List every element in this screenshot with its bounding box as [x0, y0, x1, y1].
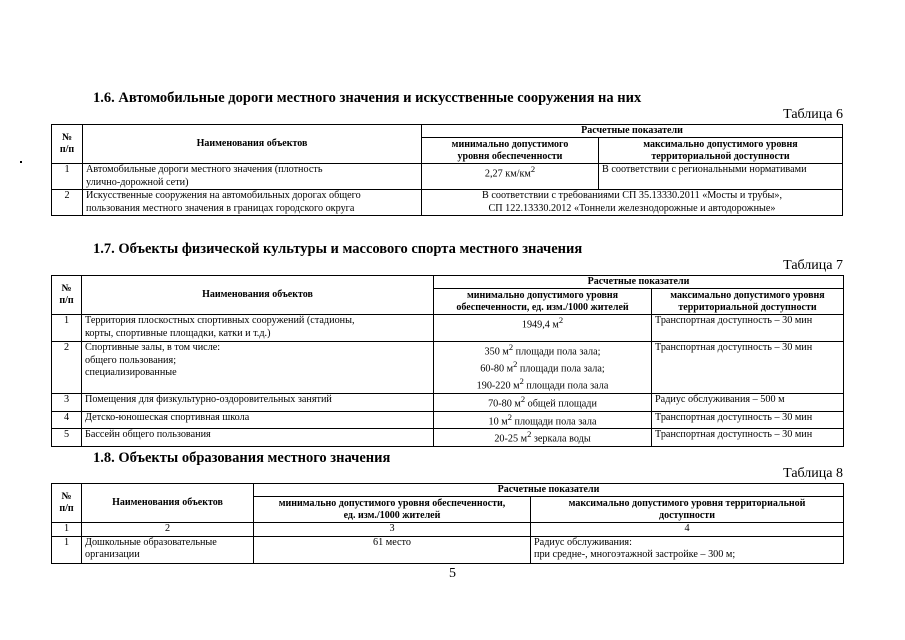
row-min: 1949,4 $м^2$: [434, 315, 652, 342]
row-name: Бассейн общего пользования: [82, 429, 434, 447]
row-num: 2: [52, 342, 82, 393]
header-max: максимально допустимого уровня территориальной доступности: [652, 289, 844, 315]
header-group: Расчетные показатели: [422, 125, 843, 138]
row-name: Спортивные залы, в том числе: общего пользования; специализированные: [82, 342, 434, 393]
col-number: 4: [531, 523, 844, 536]
row-num: 4: [52, 411, 82, 429]
section-title-1-8: 1.8. Объекты образования местного значения: [93, 450, 391, 466]
row-num: 2: [52, 190, 83, 216]
row-num: 1: [52, 164, 83, 190]
row-name: Детско-юношеская спортивная школа: [82, 411, 434, 429]
header-group: Расчетные показатели: [434, 276, 844, 289]
row-max: Транспортная доступность – 30 мин: [652, 411, 844, 429]
header-max: максимально допустимого уровня территориальной доступности: [531, 497, 844, 523]
header-max: максимально допустимого уровня территориальной доступности: [599, 138, 843, 164]
header-name: Наименования объектов: [82, 276, 434, 315]
table-row: [52, 342, 844, 393]
stray-dot: [20, 161, 22, 163]
column-number-row: [52, 523, 844, 536]
col-number: 3: [254, 523, 531, 536]
page-number: 5: [449, 566, 456, 581]
table-row: [52, 164, 843, 190]
section-title-1-6: 1.6. Автомобильные дороги местного значения и искусственные сооружения на них: [93, 90, 642, 106]
row-max: В соответствии с региональными нормативами: [599, 164, 843, 190]
table-label-7: Таблица 7: [783, 258, 843, 273]
header-group: Расчетные показатели: [254, 484, 844, 497]
row-min: 61 место: [254, 536, 531, 563]
header-num: № п/п: [52, 484, 82, 523]
row-max: Транспортная доступность – 30 мин: [652, 315, 844, 342]
row-min: 20-25 $м^2$ зеркала воды: [434, 429, 652, 447]
row-num: 3: [52, 393, 82, 411]
row-max: Радиус обслуживания – 500 м: [652, 393, 844, 411]
table-row: [52, 315, 844, 342]
row-num: 5: [52, 429, 82, 447]
row-num: 1: [52, 315, 82, 342]
header-name: Наименования объектов: [83, 125, 422, 164]
row-min: 350 $м^2$ площади пола зала; 60-80 $м^2$ площади пола зала; 190-220 $м^2$ площади пола зала: [434, 342, 652, 393]
row-name: Автомобильные дороги местного значения (плотность улично-дорожной сети): [83, 164, 422, 190]
row-name: Дошкольные образовательные организации: [82, 536, 254, 563]
col-number: 1: [52, 523, 82, 536]
table-label-6: Таблица 6: [783, 107, 843, 122]
row-name: Помещения для физкультурно-оздоровительных занятий: [82, 393, 434, 411]
table-row: [52, 393, 844, 411]
row-merged: В соответствии с требованиями СП 35.13330.2011 «Мосты и трубы», СП 122.13330.2012 «Тоннели железнодорожные и автодорожные»: [422, 190, 843, 216]
section-title-1-7: 1.7. Объекты физической культуры и массового спорта местного значения: [93, 241, 583, 257]
row-max: Транспортная доступность – 30 мин: [652, 429, 844, 447]
header-name: Наименования объектов: [82, 484, 254, 523]
table-row: [52, 411, 844, 429]
table-7: [51, 275, 844, 447]
row-min: 2,27 $км/км^2$: [422, 164, 599, 190]
row-min: 10 $м^2$ площади пола зала: [434, 411, 652, 429]
header-min: минимально допустимого уровня обеспеченности, ед. изм./1000 жителей: [434, 289, 652, 315]
row-num: 1: [52, 536, 82, 563]
row-max: Транспортная доступность – 30 мин: [652, 342, 844, 393]
table-row: [52, 536, 844, 563]
table-8: [51, 483, 844, 564]
row-max: Радиус обслуживания: при средне-, многоэтажной застройке – 300 м;: [531, 536, 844, 563]
table-row: [52, 429, 844, 447]
header-min: минимально допустимого уровня обеспеченности, ед. изм./1000 жителей: [254, 497, 531, 523]
row-name: Территория плоскостных спортивных сооружений (стадионы, корты, спортивные площадки, катки и т.д.): [82, 315, 434, 342]
table-label-8: Таблица 8: [783, 466, 843, 481]
header-num: № п/п: [52, 125, 83, 164]
table-6: [51, 124, 843, 216]
table-row: [52, 190, 843, 216]
header-min: минимально допустимого уровня обеспеченности: [422, 138, 599, 164]
row-name: Искусственные сооружения на автомобильных дорогах общего пользования местного значения в границах городского округа: [83, 190, 422, 216]
col-number: 2: [82, 523, 254, 536]
header-num: № п/п: [52, 276, 82, 315]
row-min: 70-80 $м^2$ общей площади: [434, 393, 652, 411]
